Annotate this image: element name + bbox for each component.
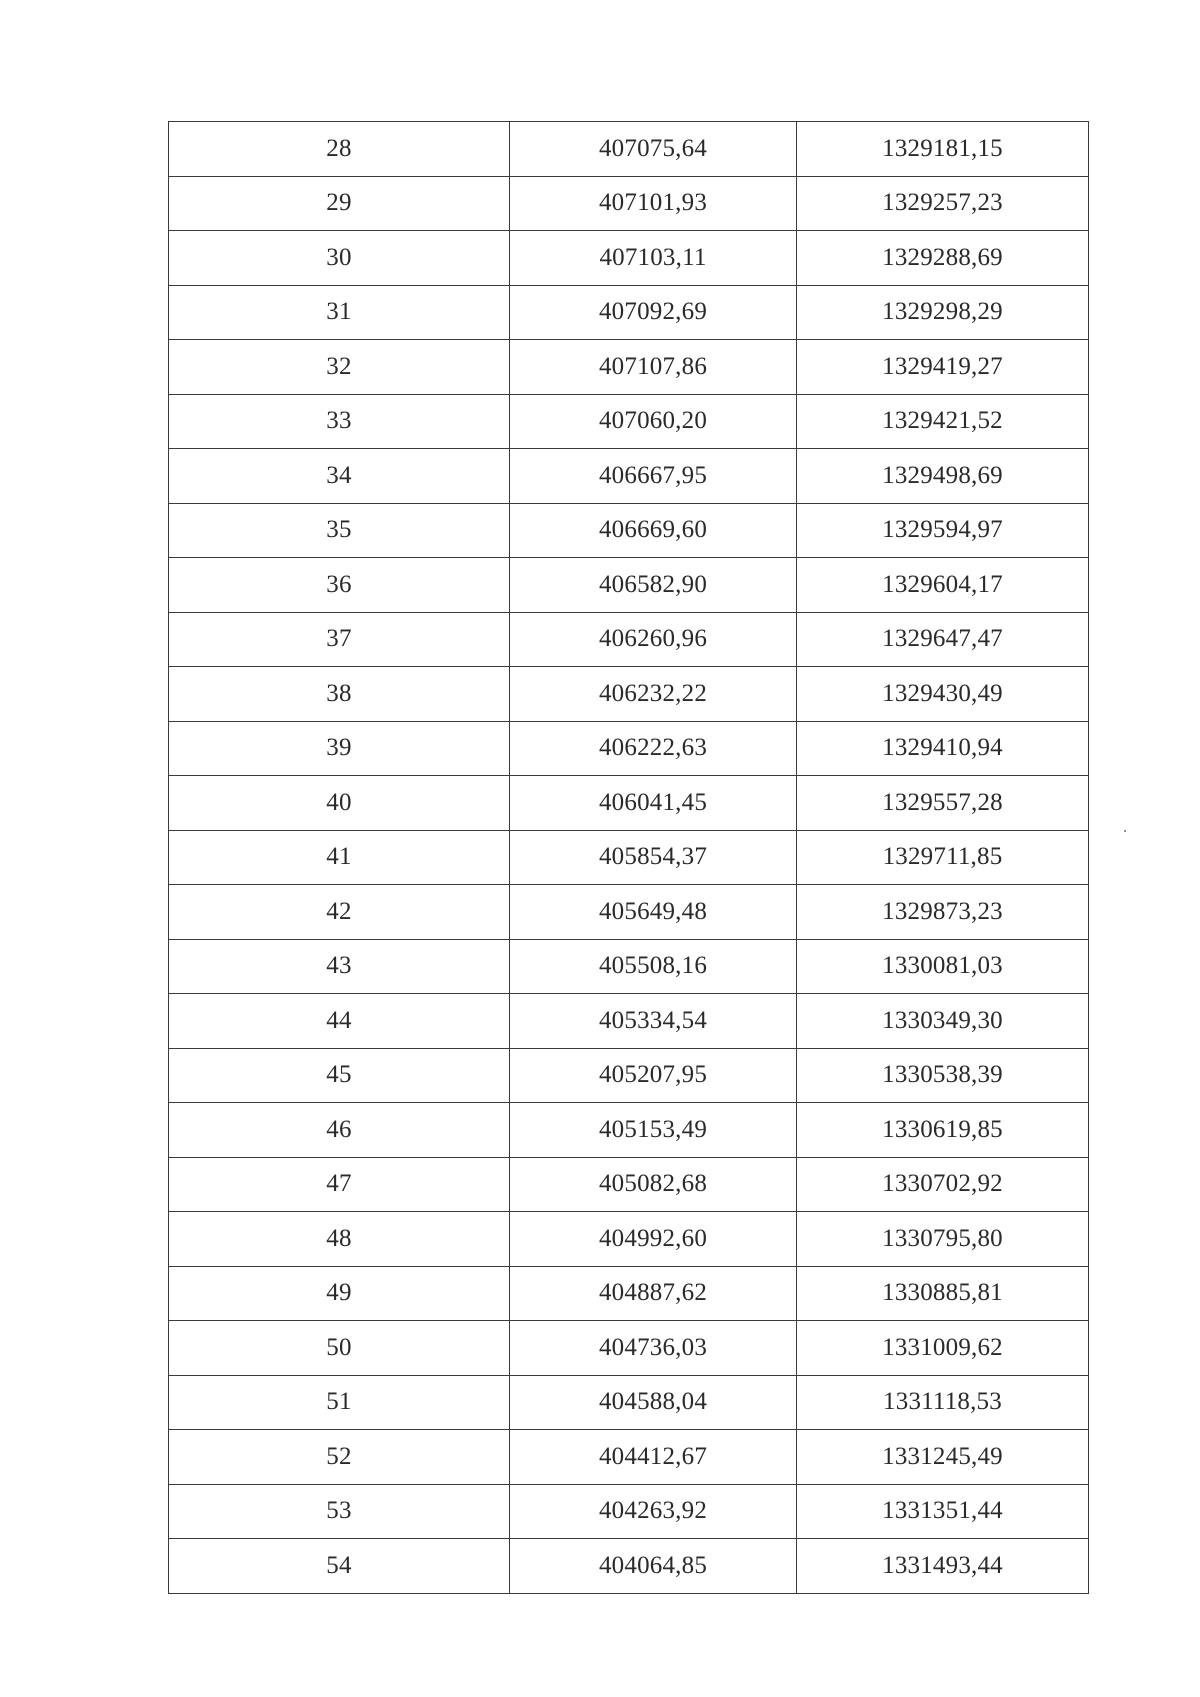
y-coordinate-cell: 1329181,15 [797, 122, 1089, 177]
point-number-cell: 48 [169, 1212, 510, 1267]
y-coordinate-cell: 1329498,69 [797, 449, 1089, 504]
y-coordinate-cell: 1330538,39 [797, 1048, 1089, 1103]
table-row [169, 994, 1089, 1049]
table-row [169, 1321, 1089, 1376]
x-coordinate-cell: 404064,85 [510, 1539, 797, 1594]
table-row [169, 449, 1089, 504]
coordinates-table [168, 121, 1089, 1594]
y-coordinate-cell: 1329419,27 [797, 340, 1089, 395]
point-number-cell: 38 [169, 667, 510, 722]
point-number-cell: 41 [169, 830, 510, 885]
table-row [169, 558, 1089, 613]
x-coordinate-cell: 405082,68 [510, 1157, 797, 1212]
table-row [169, 1103, 1089, 1158]
x-coordinate-cell: 404887,62 [510, 1266, 797, 1321]
y-coordinate-cell: 1331009,62 [797, 1321, 1089, 1376]
point-number-cell: 32 [169, 340, 510, 395]
x-coordinate-cell: 404412,67 [510, 1430, 797, 1485]
y-coordinate-cell: 1330795,80 [797, 1212, 1089, 1267]
table-row [169, 1048, 1089, 1103]
point-number-cell: 49 [169, 1266, 510, 1321]
y-coordinate-cell: 1329604,17 [797, 558, 1089, 613]
y-coordinate-cell: 1329298,29 [797, 285, 1089, 340]
x-coordinate-cell: 405153,49 [510, 1103, 797, 1158]
table-row [169, 1266, 1089, 1321]
point-number-cell: 31 [169, 285, 510, 340]
scan-speck [1124, 830, 1126, 832]
x-coordinate-cell: 407092,69 [510, 285, 797, 340]
x-coordinate-cell: 404263,92 [510, 1484, 797, 1539]
table-row [169, 1484, 1089, 1539]
x-coordinate-cell: 405334,54 [510, 994, 797, 1049]
table-row [169, 830, 1089, 885]
y-coordinate-cell: 1331351,44 [797, 1484, 1089, 1539]
point-number-cell: 44 [169, 994, 510, 1049]
x-coordinate-cell: 405207,95 [510, 1048, 797, 1103]
y-coordinate-cell: 1329257,23 [797, 176, 1089, 231]
x-coordinate-cell: 405508,16 [510, 939, 797, 994]
table-row [169, 394, 1089, 449]
y-coordinate-cell: 1330081,03 [797, 939, 1089, 994]
point-number-cell: 54 [169, 1539, 510, 1594]
x-coordinate-cell: 406669,60 [510, 503, 797, 558]
x-coordinate-cell: 405649,48 [510, 885, 797, 940]
x-coordinate-cell: 406260,96 [510, 612, 797, 667]
point-number-cell: 29 [169, 176, 510, 231]
y-coordinate-cell: 1329410,94 [797, 721, 1089, 776]
table-row [169, 122, 1089, 177]
point-number-cell: 30 [169, 231, 510, 286]
table-row [169, 1212, 1089, 1267]
x-coordinate-cell: 407101,93 [510, 176, 797, 231]
y-coordinate-cell: 1331118,53 [797, 1375, 1089, 1430]
y-coordinate-cell: 1329421,52 [797, 394, 1089, 449]
table-row [169, 667, 1089, 722]
y-coordinate-cell: 1329594,97 [797, 503, 1089, 558]
table-row [169, 1157, 1089, 1212]
point-number-cell: 36 [169, 558, 510, 613]
table-row [169, 721, 1089, 776]
table-row [169, 1430, 1089, 1485]
x-coordinate-cell: 405854,37 [510, 830, 797, 885]
x-coordinate-cell: 406041,45 [510, 776, 797, 831]
y-coordinate-cell: 1330885,81 [797, 1266, 1089, 1321]
point-number-cell: 53 [169, 1484, 510, 1539]
point-number-cell: 43 [169, 939, 510, 994]
y-coordinate-cell: 1329288,69 [797, 231, 1089, 286]
y-coordinate-cell: 1331493,44 [797, 1539, 1089, 1594]
y-coordinate-cell: 1330349,30 [797, 994, 1089, 1049]
point-number-cell: 35 [169, 503, 510, 558]
x-coordinate-cell: 404588,04 [510, 1375, 797, 1430]
table-row [169, 1375, 1089, 1430]
y-coordinate-cell: 1329711,85 [797, 830, 1089, 885]
x-coordinate-cell: 407103,11 [510, 231, 797, 286]
y-coordinate-cell: 1329557,28 [797, 776, 1089, 831]
table-row [169, 776, 1089, 831]
point-number-cell: 47 [169, 1157, 510, 1212]
table-row [169, 340, 1089, 395]
point-number-cell: 52 [169, 1430, 510, 1485]
table-row [169, 176, 1089, 231]
point-number-cell: 51 [169, 1375, 510, 1430]
table-row [169, 939, 1089, 994]
x-coordinate-cell: 407075,64 [510, 122, 797, 177]
table-row [169, 1539, 1089, 1594]
y-coordinate-cell: 1330619,85 [797, 1103, 1089, 1158]
point-number-cell: 28 [169, 122, 510, 177]
table-row [169, 503, 1089, 558]
y-coordinate-cell: 1330702,92 [797, 1157, 1089, 1212]
table-row [169, 612, 1089, 667]
x-coordinate-cell: 406222,63 [510, 721, 797, 776]
x-coordinate-cell: 407107,86 [510, 340, 797, 395]
point-number-cell: 42 [169, 885, 510, 940]
point-number-cell: 37 [169, 612, 510, 667]
point-number-cell: 33 [169, 394, 510, 449]
point-number-cell: 50 [169, 1321, 510, 1376]
x-coordinate-cell: 406667,95 [510, 449, 797, 504]
point-number-cell: 40 [169, 776, 510, 831]
x-coordinate-cell: 404736,03 [510, 1321, 797, 1376]
x-coordinate-cell: 404992,60 [510, 1212, 797, 1267]
table-row [169, 231, 1089, 286]
point-number-cell: 46 [169, 1103, 510, 1158]
x-coordinate-cell: 407060,20 [510, 394, 797, 449]
y-coordinate-cell: 1329430,49 [797, 667, 1089, 722]
table-row [169, 285, 1089, 340]
x-coordinate-cell: 406582,90 [510, 558, 797, 613]
point-number-cell: 39 [169, 721, 510, 776]
y-coordinate-cell: 1329647,47 [797, 612, 1089, 667]
x-coordinate-cell: 406232,22 [510, 667, 797, 722]
y-coordinate-cell: 1329873,23 [797, 885, 1089, 940]
point-number-cell: 34 [169, 449, 510, 504]
table-row [169, 885, 1089, 940]
point-number-cell: 45 [169, 1048, 510, 1103]
coordinates-table-body [169, 122, 1089, 1594]
y-coordinate-cell: 1331245,49 [797, 1430, 1089, 1485]
